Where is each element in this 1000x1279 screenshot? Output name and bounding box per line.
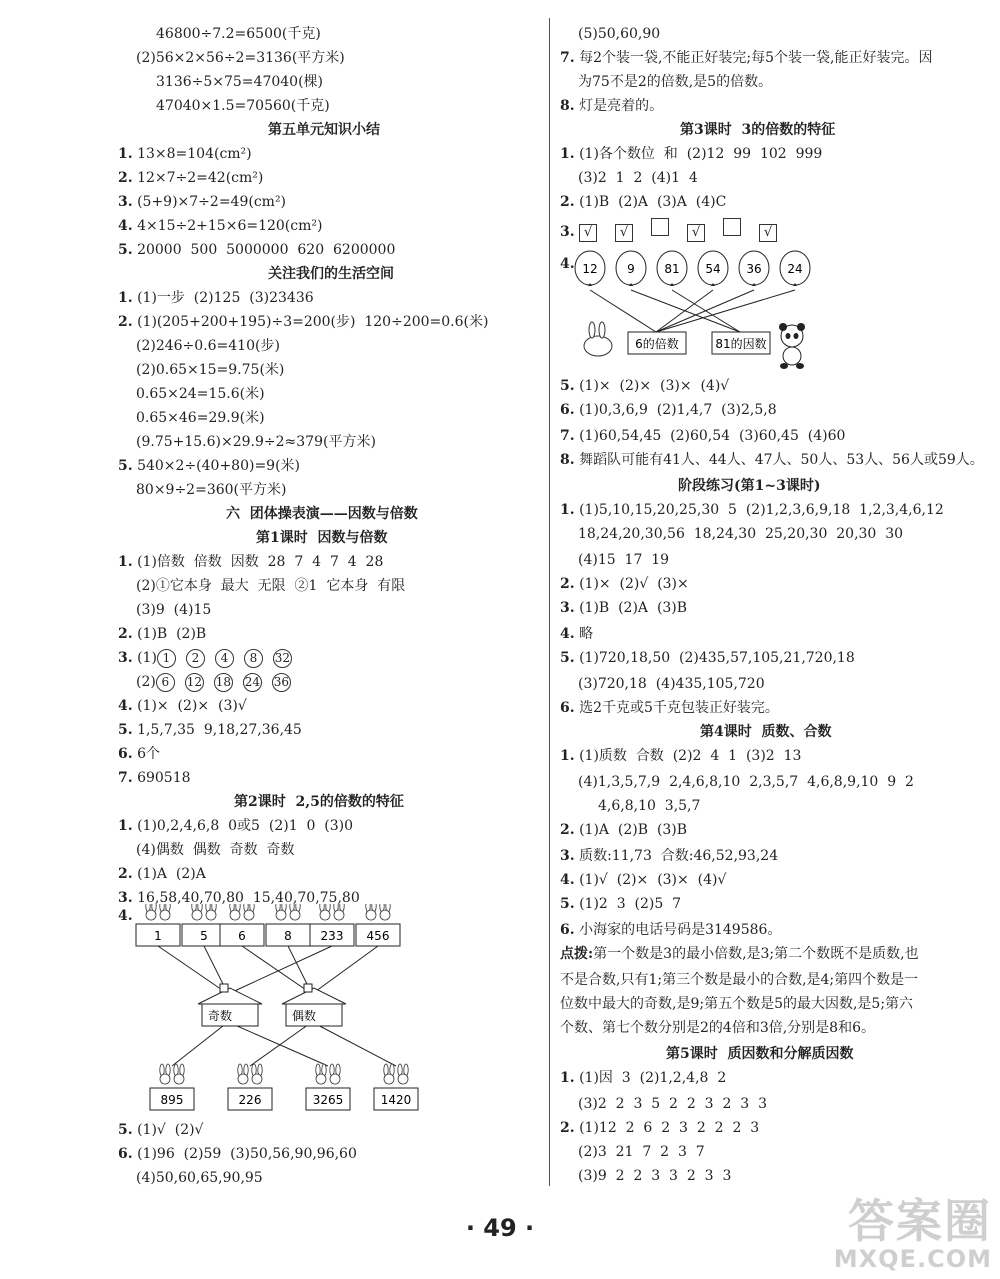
number-card-label: 1 (154, 929, 162, 943)
rabbit-head (380, 910, 390, 920)
panda-illustration (779, 323, 805, 369)
circled-numbers (156, 674, 301, 690)
circled-number: 36 (272, 673, 291, 692)
page-number-value: 49 (483, 1214, 517, 1242)
answer-checkbox (723, 218, 741, 236)
rabbit-head (334, 910, 344, 920)
answer-text: 16,58,40,70,80 15,40,70,75,80 (137, 890, 360, 906)
tip-line: 个数、第七个数分别是2的4倍和3倍,分别是8和6。 (560, 1020, 875, 1036)
rabbit-head (230, 910, 240, 920)
lesson-heading: 第2课时 2,5的倍数的特征 (234, 794, 404, 810)
circled-number: 18 (214, 673, 233, 692)
answer-text: (1)× (2)√ (3)× (579, 576, 689, 592)
balloon-row (575, 251, 810, 286)
answer-line: 5. (1)√ (2)√ (118, 1122, 204, 1138)
balloon-label: 81 (664, 262, 680, 276)
tip-line: 不是合数,只有1;第三个数是最小的合数,是4;第四个数是一 (560, 972, 919, 988)
answer-line: 4. 略 (560, 626, 594, 642)
rabbit-head (238, 1074, 248, 1084)
rabbit-head (252, 1074, 262, 1084)
answer-line: 5. (1)720,18,50 (2)435,57,105,21,720,18 (560, 650, 855, 666)
circled-number: 1 (157, 649, 176, 668)
tip-line (560, 944, 919, 964)
answer-line: 1. (1)各个数位 和 (2)12 99 102 999 (560, 146, 823, 162)
lesson-heading: 第4课时 质数、合数 (700, 724, 832, 740)
circled-number: 2 (186, 649, 205, 668)
answer-line: 2. (1)(205+200+195)÷3=200(步) 120÷200=0.6(米) (118, 314, 489, 330)
circled-number: 12 (185, 673, 204, 692)
answer-text: (1)60,54,45 (2)60,54 (3)60,45 (4)60 (579, 428, 846, 444)
answer-line: 6. 选2千克或5千克包装正好装完。 (560, 700, 779, 716)
connector-line (250, 1022, 312, 1066)
checkbox-answers (579, 224, 795, 240)
answer-line: 5. 20000 500 5000000 620 6200000 (118, 242, 396, 258)
answer-text: 舞蹈队可能有41人、44人、47人、50人、53人、56人或59人。 (579, 452, 984, 468)
answer-line: 1. (1)0,2,4,6,8 0或5 (2)1 0 (3)0 (118, 818, 354, 834)
page-number: · 49 · (465, 1214, 535, 1242)
answer-text: 12×7÷2=42(cm²) (137, 170, 264, 186)
answer-label: (2) (136, 674, 156, 690)
answer-text: 4×15÷2+15×6=120(cm²) (137, 218, 323, 234)
answer-checkbox: √ (687, 224, 705, 242)
watermark-text: 答案圈 (848, 1194, 992, 1248)
answer-line: 18,24,20,30,56 18,24,30 25,20,30 20,30 30 (578, 526, 904, 542)
answer-line: (4)15 17 19 (578, 552, 670, 568)
answer-text: (1)0,3,6,9 (2)1,4,7 (3)2,5,8 (579, 402, 777, 418)
connector-line (228, 946, 332, 994)
answer-line: 1. (1)倍数 倍数 因数 28 7 4 7 4 28 (118, 554, 384, 570)
circled-number: 4 (215, 649, 234, 668)
answer-text: 540×2÷(40+80)=9(米) (137, 458, 301, 474)
rabbit-head (174, 1074, 184, 1084)
answer-line: 7. 690518 (118, 770, 191, 786)
answer-text: (1)× (2)× (3)√ (137, 698, 247, 714)
answer-text: (1)倍数 倍数 因数 28 7 4 7 4 28 (137, 554, 384, 570)
answer-line: 7. (1)60,54,45 (2)60,54 (3)60,45 (4)60 (560, 428, 846, 444)
answer-line: (5)50,60,90 (578, 26, 661, 42)
answer-line: 46800÷7.2=6500(千克) (156, 26, 321, 42)
number-card-label: 895 (160, 1093, 184, 1107)
answer-line: 1. (1)质数 合数 (2)2 4 1 (3)2 13 (560, 748, 802, 764)
rabbit-head (276, 910, 286, 920)
rabbit-head (330, 1074, 340, 1084)
answer-line: 80×9÷2=360(平方米) (136, 482, 287, 498)
answer-line: 7. 每2个装一袋,不能正好装完;每5个装一袋,能正好装完。因 (560, 50, 933, 66)
answer-line: 2. (1)12 2 6 2 3 2 2 2 3 (560, 1120, 760, 1136)
rabbit-head (366, 910, 376, 920)
answer-text: (1)√ (2)× (3)× (4)√ (579, 872, 727, 888)
answer-line: 3136÷5×75=47040(棵) (156, 74, 324, 90)
rabbit-head (316, 1074, 326, 1084)
rabbit-head (384, 1074, 394, 1084)
answer-line: (2)3 21 7 2 3 7 (578, 1144, 705, 1160)
circled-number: 32 (273, 649, 292, 668)
rabbit-head (146, 910, 156, 920)
number-card-label: 3265 (312, 1093, 344, 1107)
tip-line: 位数中最大的奇数,是9;第五个数是5的最大因数,是5;第六 (560, 996, 914, 1012)
answer-line: 6. 6个 (118, 746, 160, 762)
answer-text: (1)B (2)A (3)A (4)C (579, 194, 727, 210)
odd-house (198, 984, 262, 1026)
number-card-label: 456 (366, 929, 390, 943)
answer-text: (1)√ (2)√ (137, 1122, 204, 1138)
answer-text: (1)720,18,50 (2)435,57,105,21,720,18 (579, 650, 855, 666)
tip-text: 第一个数是3的最小倍数,是3;第二个数既不是质数,也 (593, 946, 919, 962)
answer-line: 3. (1)B (2)A (3)B (560, 600, 688, 616)
watermark-logo (833, 1194, 992, 1273)
answer-line: 3. 质数:11,73 合数:46,52,93,24 (560, 848, 779, 864)
rabbit-head (160, 1074, 170, 1084)
number-card-label: 6 (238, 929, 246, 943)
number-card-label: 8 (284, 929, 292, 943)
connector-line (242, 946, 312, 994)
circled-number: 8 (244, 649, 263, 668)
answer-line: 4,6,8,10 3,5,7 (598, 798, 701, 814)
house-label: 偶数 (291, 1009, 317, 1023)
answer-line: 1. (1)5,10,15,20,25,30 5 (2)1,2,3,6,9,18 1,2,3,4,6,12 (560, 502, 944, 518)
answer-line: 5. (1)2 3 (2)5 7 (560, 896, 682, 912)
connector-line (312, 946, 378, 994)
rabbit-head (192, 910, 202, 920)
answer-line: 5. 1,5,7,35 9,18,27,36,45 (118, 722, 302, 738)
answer-text: (1)5,10,15,20,25,30 5 (2)1,2,3,6,9,18 1,2,3,4,6,12 (579, 502, 944, 518)
rabbit-head (160, 910, 170, 920)
answer-text: 选2千克或5千克包装正好装完。 (579, 700, 779, 716)
answer-text: (1)因 3 (2)1,2,4,8 2 (579, 1070, 727, 1086)
answer-text: 1,5,7,35 9,18,27,36,45 (137, 722, 302, 738)
answer-line: (3)9 (4)15 (136, 602, 212, 618)
answer-text: 小海家的电话号码是3149586。 (579, 922, 782, 938)
answer-line: 4. (1)× (2)× (3)√ (118, 698, 247, 714)
answer-line: (3)2 1 2 (4)1 4 (578, 170, 698, 186)
connector-line (158, 946, 228, 994)
answer-text: 灯是亮着的。 (579, 98, 664, 114)
answer-line: 2. (1)B (2)B (118, 626, 207, 642)
answer-line: 0.65×24=15.6(米) (136, 386, 265, 402)
balloon-label: 54 (705, 262, 721, 276)
number-card-label: 233 (320, 929, 344, 943)
section-heading: 阶段练习(第1~3课时) (678, 478, 821, 494)
answer-text: 质数:11,73 合数:46,52,93,24 (579, 848, 779, 864)
circled-answers-row (136, 672, 301, 692)
bunny-illustration (584, 322, 612, 356)
tip-label: 点拨: (560, 946, 594, 962)
answer-text: (1)× (2)× (3)× (4)√ (579, 378, 730, 394)
answer-line: 1. (1)因 3 (2)1,2,4,8 2 (560, 1070, 727, 1086)
rabbit-head (320, 910, 330, 920)
answer-line: 6. (1)96 (2)59 (3)50,56,90,96,60 (118, 1146, 357, 1162)
answer-text: (1)一步 (2)125 (3)23436 (137, 290, 314, 306)
answer-line: (3)9 2 2 3 3 2 3 3 (578, 1168, 732, 1184)
connector-line (172, 1022, 228, 1066)
answer-line: 4. (1)√ (2)× (3)× (4)√ (560, 872, 727, 888)
circled-number: 24 (243, 673, 262, 692)
answer-line: 8. 舞蹈队可能有41人、44人、47人、50人、53人、56人或59人。 (560, 452, 984, 468)
balloon-label: 36 (746, 262, 762, 276)
balloon-label: 12 (582, 262, 598, 276)
answer-checkbox (651, 218, 669, 236)
answer-line: 47040×1.5=70560(千克) (156, 98, 330, 114)
number-card-label: 5 (200, 929, 208, 943)
answer-text: (1)各个数位 和 (2)12 99 102 999 (579, 146, 823, 162)
answer-line: 5. 540×2÷(40+80)=9(米) (118, 458, 301, 474)
answer-line: 3. (5+9)×7÷2=49(cm²) (118, 194, 287, 210)
connector-line (312, 1022, 396, 1066)
answer-line: (4)1,3,5,7,9 2,4,6,8,10 2,3,5,7 4,6,8,9,10 9 2 (578, 774, 914, 790)
answer-line: 为75不是2的倍数,是5的倍数。 (578, 74, 773, 90)
answer-line: 4. 4×15÷2+15×6=120(cm²) (118, 218, 323, 234)
answer-label: (1) (137, 650, 157, 666)
answer-line: 1. (1)一步 (2)125 (3)23436 (118, 290, 314, 306)
answer-line: 1. 13×8=104(cm²) (118, 146, 252, 162)
rabbit-head (290, 910, 300, 920)
circled-numbers (157, 650, 302, 666)
circled-number: 6 (156, 673, 175, 692)
answer-text: (1)96 (2)59 (3)50,56,90,96,60 (137, 1146, 357, 1162)
column-divider (549, 18, 550, 1186)
answer-text: 6个 (137, 746, 160, 762)
answer-line: 6. (1)0,3,6,9 (2)1,4,7 (3)2,5,8 (560, 402, 777, 418)
answer-text: 13×8=104(cm²) (137, 146, 252, 162)
rabbit-head (206, 910, 216, 920)
checkbox-answers-row: 3. √ √ √ √ (560, 218, 795, 242)
answer-line: 5. (1)× (2)× (3)× (4)√ (560, 378, 730, 394)
answer-line: 2. (1)A (2)B (3)B (560, 822, 688, 838)
answer-line: (2)56×2×56÷2=3136(平方米) (136, 50, 345, 66)
connector-line (656, 290, 795, 332)
answer-text: (1)质数 合数 (2)2 4 1 (3)2 13 (579, 748, 802, 764)
answer-text: (1)12 2 6 2 3 2 2 2 3 (579, 1120, 760, 1136)
unit-heading: 六 团体操表演——因数与倍数 (226, 506, 418, 522)
answer-text: (1)2 3 (2)5 7 (579, 896, 682, 912)
answer-line: 3. 16,58,40,70,80 15,40,70,75,80 (118, 890, 360, 906)
box-label: 6的倍数 (635, 337, 679, 351)
answer-line: 6. 小海家的电话号码是3149586。 (560, 922, 782, 938)
answer-text: 每2个装一袋,不能正好装完;每5个装一袋,能正好装完。因 (579, 50, 933, 66)
answer-line: 2. (1)A (2)A (118, 866, 206, 882)
bottom-number-row (150, 1064, 418, 1110)
question-number: 4. (118, 908, 133, 924)
even-house (282, 984, 346, 1026)
answer-text: (1)A (2)B (3)B (579, 822, 688, 838)
answer-text: (1)A (2)A (137, 866, 206, 882)
circled-answers-row: 3. (1) 1 2 4 8 32 (118, 648, 302, 668)
answer-line: 0.65×46=29.9(米) (136, 410, 265, 426)
balloon-label: 9 (627, 262, 635, 276)
answer-checkbox: √ (759, 224, 777, 242)
answer-line: (3)2 2 3 5 2 2 3 2 3 3 (578, 1096, 768, 1112)
lesson-heading: 第1课时 因数与倍数 (256, 530, 388, 546)
watermark-domain: MXQE.COM (833, 1245, 992, 1273)
lesson-heading: 第3课时 3的倍数的特征 (680, 122, 836, 138)
answer-line: (4)50,60,65,90,95 (136, 1170, 263, 1186)
rabbit-head (244, 910, 254, 920)
answer-line: 2. 12×7÷2=42(cm²) (118, 170, 264, 186)
answer-line: (3)720,18 (4)435,105,720 (578, 676, 765, 692)
answer-text: 略 (579, 626, 594, 642)
section-heading: 关注我们的生活空间 (268, 266, 394, 282)
answer-text: 690518 (137, 770, 191, 786)
answer-line: (4)偶数 偶数 奇数 奇数 (136, 842, 295, 858)
answer-line: (2)①它本身 最大 无限 ②1 它本身 有限 (136, 578, 406, 594)
rabbit-head (398, 1074, 408, 1084)
connector-line (631, 290, 740, 332)
answer-checkbox: √ (615, 224, 633, 242)
answer-text: (1)0,2,4,6,8 0或5 (2)1 0 (3)0 (137, 818, 354, 834)
house-label: 奇数 (207, 1009, 233, 1023)
answer-line: 2. (1)× (2)√ (3)× (560, 576, 689, 592)
connector-line (228, 1022, 328, 1066)
top-number-row (136, 904, 400, 946)
answer-checkbox: √ (579, 224, 597, 242)
answer-line: (9.75+15.6)×29.9÷2≈379(平方米) (136, 434, 376, 450)
answer-line: 8. 灯是亮着的。 (560, 98, 664, 114)
section-heading: 第五单元知识小结 (268, 122, 380, 138)
lesson-heading: 第5课时 质因数和分解质因数 (666, 1046, 854, 1062)
answer-text: (1)B (2)B (137, 626, 207, 642)
answer-text: (1)B (2)A (3)B (579, 600, 688, 616)
answer-line: 2. (1)B (2)A (3)A (4)C (560, 194, 727, 210)
question-number: 4. (560, 256, 575, 272)
answer-line: (2)246÷0.6=410(步) (136, 338, 280, 354)
answer-line: (2)0.65×15=9.75(米) (136, 362, 285, 378)
answer-text: (1)(205+200+195)÷3=200(步) 120÷200=0.6(米) (137, 314, 489, 330)
odd-even-matching-figure (132, 904, 422, 1116)
answer-text: (5+9)×7÷2=49(cm²) (137, 194, 287, 210)
number-card-label: 1420 (380, 1093, 412, 1107)
box-label: 81的因数 (715, 337, 767, 351)
balloon-label: 24 (787, 262, 803, 276)
balloon-matching-figure (570, 250, 820, 370)
number-card-label: 226 (238, 1093, 262, 1107)
answer-text: 20000 500 5000000 620 6200000 (137, 242, 396, 258)
